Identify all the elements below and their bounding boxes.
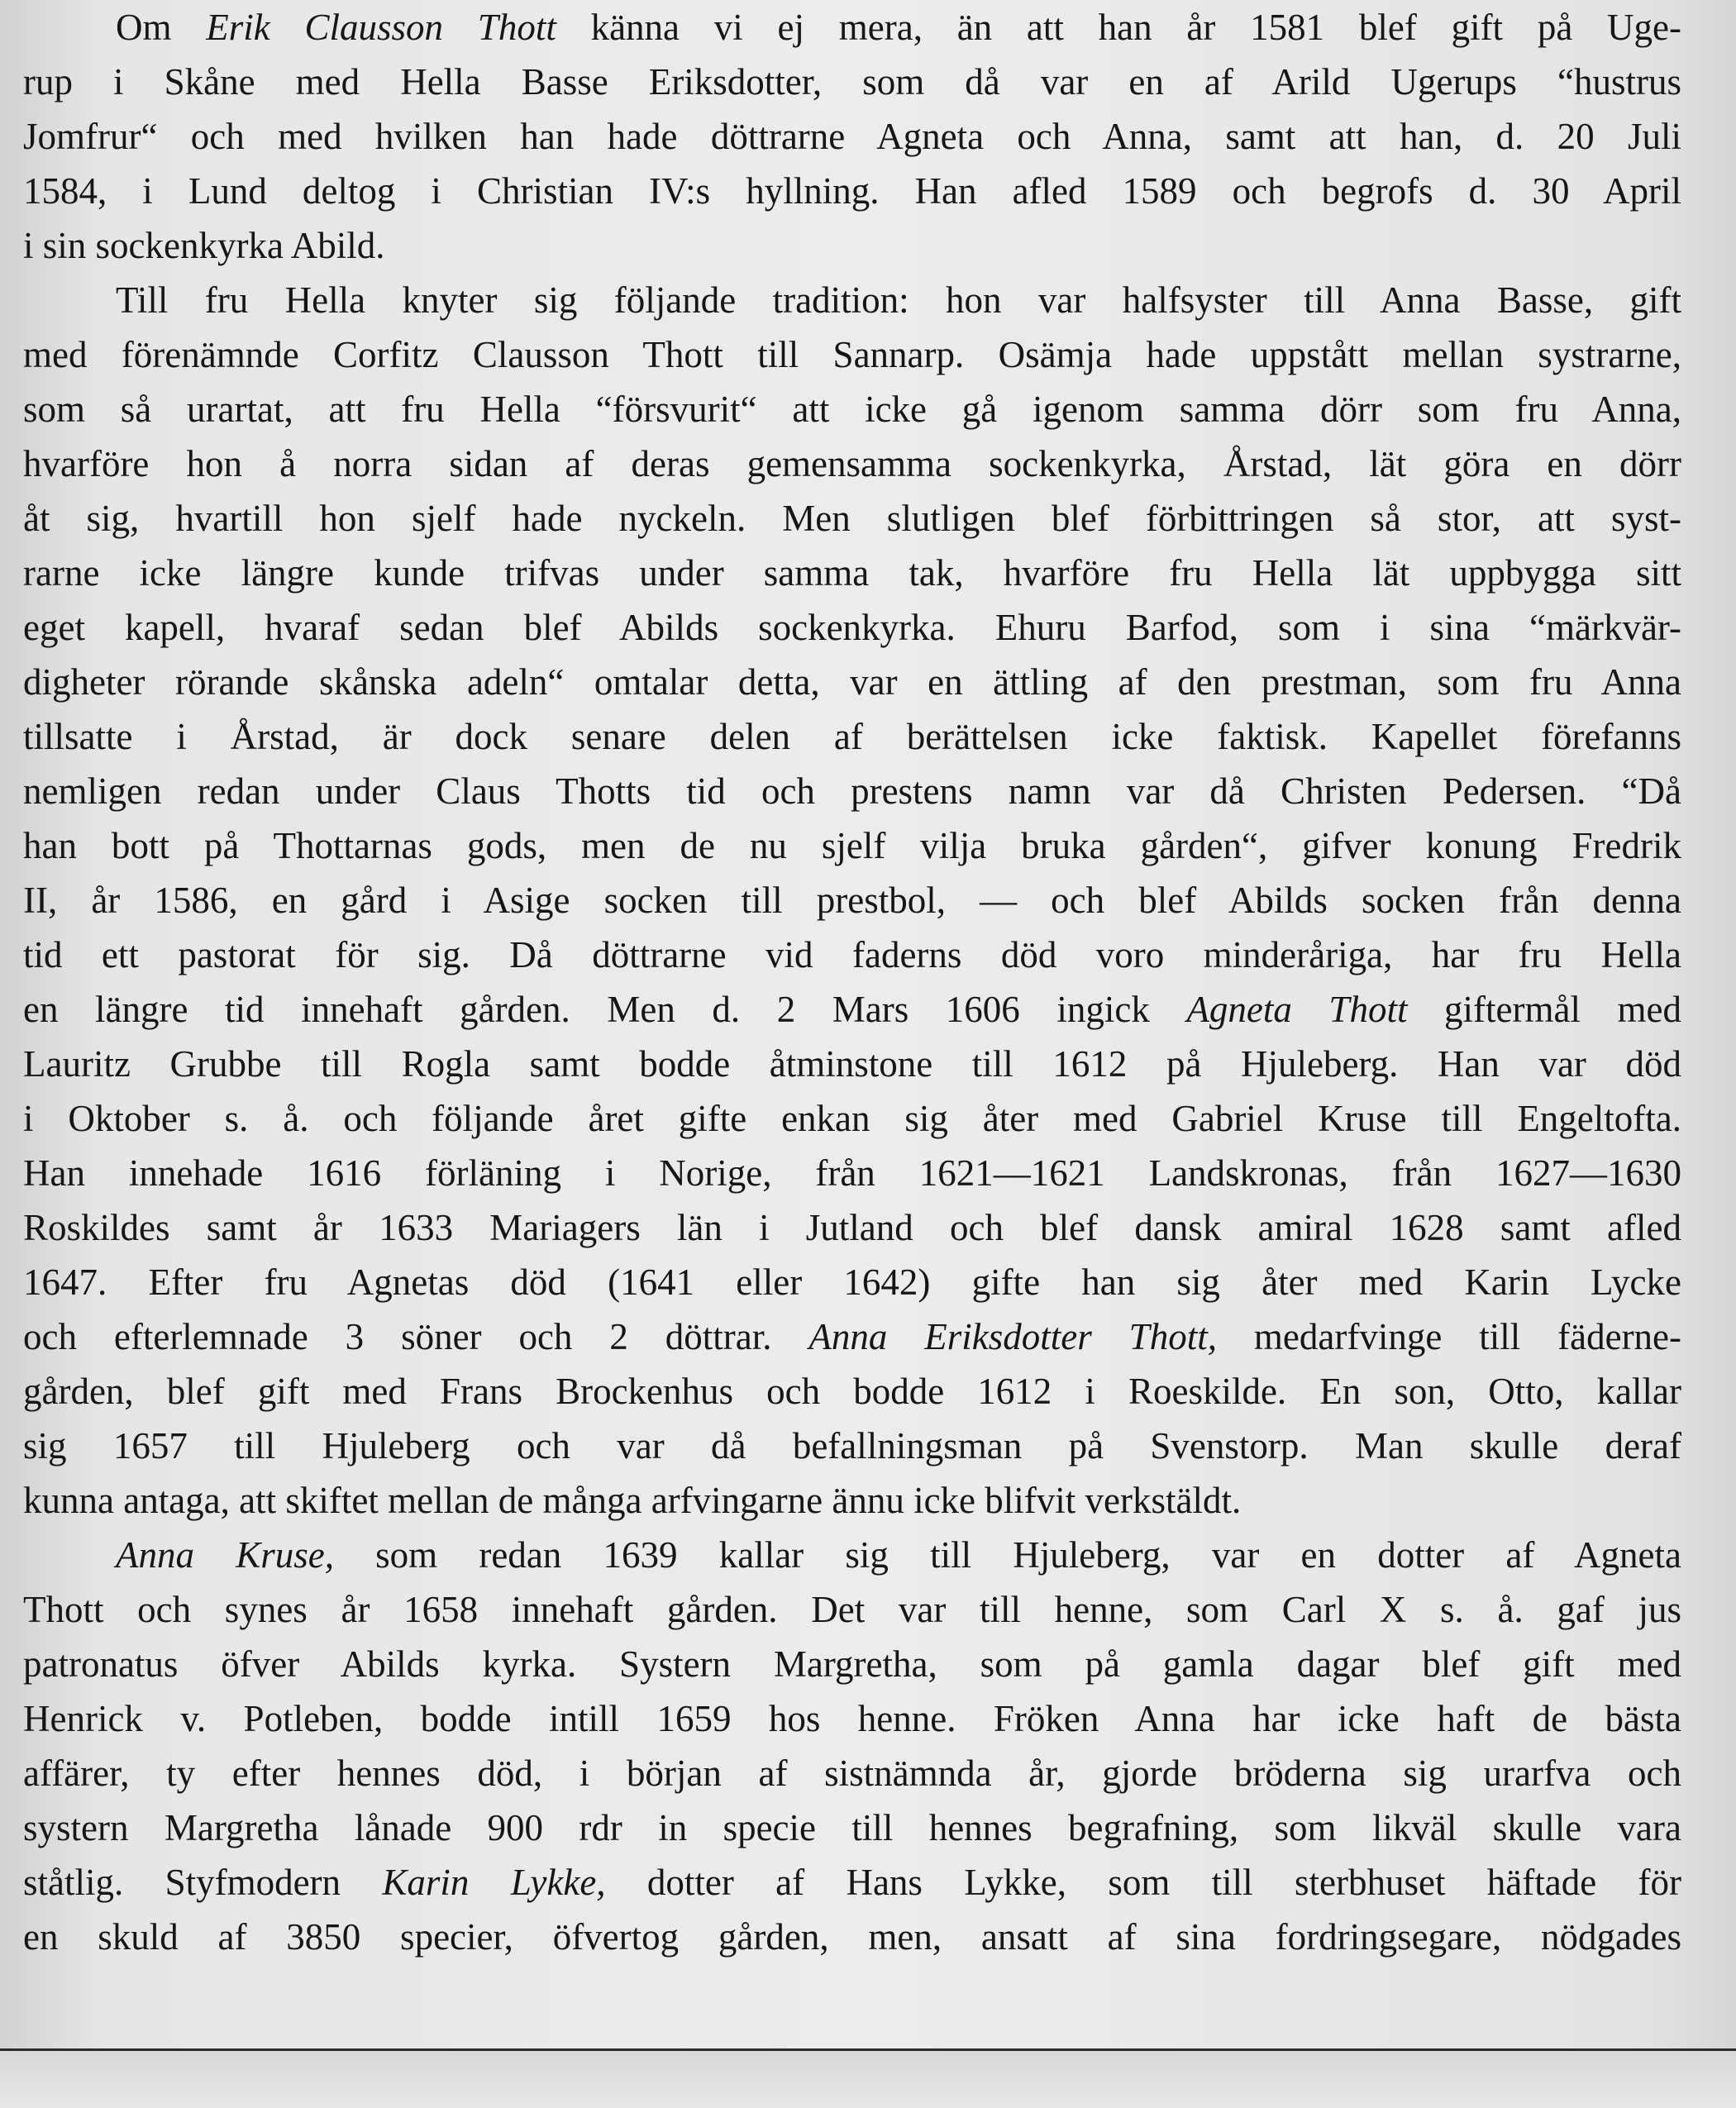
text-line: Om Erik Clausson Thott känna vi ej mera, än att han år 1581 blef gift på Uge- <box>116 7 1681 48</box>
text-line: tid ett pastorat för sig. Då döttrarne vid faderns död voro minderåriga, har fru Hella <box>23 934 1681 975</box>
text-line: Henrick v. Potleben, bodde intill 1659 hos henne. Fröken Anna har icke haft de bästa <box>23 1698 1681 1739</box>
text-line: med förenämnde Corfitz Clausson Thott till Sannarp. Osämja hade uppstått mellan systrarne, <box>23 334 1681 375</box>
text-line: digheter rörande skånska adeln“ omtalar detta, var en ättling af den prestman, som fru Anna <box>23 661 1681 703</box>
text-line: i sin sockenkyrka Abild. <box>23 225 385 266</box>
text-line: en skuld af 3850 specier, öfvertog gården, men, ansatt af sina fordringsegare, nödgades <box>23 1916 1681 1958</box>
text-line: Anna Kruse, som redan 1639 kallar sig till Hjuleberg, var en dotter af Agneta <box>116 1534 1681 1576</box>
text-line: 1584, i Lund deltog i Christian IV:s hyllning. Han afled 1589 och begrofs d. 30 April <box>23 170 1681 212</box>
text-line: Lauritz Grubbe till Rogla samt bodde åtminstone till 1612 på Hjuleberg. Han var död <box>23 1043 1681 1085</box>
text-line: kunna antaga, att skiftet mellan de många arfvingarne ännu icke blifvit verkstäldt. <box>23 1480 1242 1521</box>
italic-name: Karin Lykke, <box>382 1862 606 1903</box>
text-line: han bott på Thottarnas gods, men de nu sjelf vilja bruka gården“, gifver konung Fredrik <box>23 825 1681 866</box>
text-line: eget kapell, hvaraf sedan blef Abilds sockenkyrka. Ehuru Barfod, som i sina “märkvär- <box>23 607 1681 648</box>
text-line: i Oktober s. å. och följande året gifte enkan sig åter med Gabriel Kruse till Engeltofta. <box>23 1098 1681 1139</box>
text-line: rarne icke längre kunde trifvas under samma tak, hvarföre fru Hella lät uppbygga sitt <box>23 552 1681 594</box>
text-line: och efterlemnade 3 söner och 2 döttrar. Anna Eriksdotter Thott, medarfvinge till fäderne- <box>23 1316 1681 1357</box>
text-line: nemligen redan under Claus Thotts tid och prestens namn var då Christen Pedersen. “Då <box>23 770 1681 812</box>
text-line: en längre tid innehaft gården. Men d. 2 Mars 1606 ingick Agneta Thott giftermål med <box>23 989 1681 1030</box>
text-line: systern Margretha lånade 900 rdr in specie till hennes begrafning, som likväl skulle vara <box>23 1807 1681 1848</box>
text-line: Han innehade 1616 förläning i Norige, från 1621—1621 Landskronas, från 1627—1630 <box>23 1152 1681 1194</box>
italic-name: Erik Clausson Thott <box>206 7 556 48</box>
text-line: sig 1657 till Hjuleberg och var då befallningsman på Svenstorp. Man skulle deraf <box>23 1425 1681 1467</box>
text-line: Thott och synes år 1658 innehaft gården. Det var till henne, som Carl X s. å. gaf jus <box>23 1589 1681 1630</box>
text-body <box>23 0 1681 1964</box>
italic-name: Anna Kruse, <box>116 1534 334 1576</box>
text-line: Till fru Hella knyter sig följande tradition: hon var halfsyster till Anna Basse, gift <box>116 279 1681 321</box>
italic-name: Anna Eriksdotter Thott, <box>808 1316 1217 1357</box>
text-line: Jomfrur“ och med hvilken han hade döttrarne Agneta och Anna, samt att han, d. 20 Juli <box>23 116 1681 157</box>
text-line: II, år 1586, en gård i Asige socken till prestbol, — och blef Abilds socken från denna <box>23 880 1681 921</box>
text-line: ståtlig. Styfmodern Karin Lykke, dotter af Hans Lykke, som till sterbhuset häftade för <box>23 1862 1681 1903</box>
text-line: hvarföre hon å norra sidan af deras gemensamma sockenkyrka, Årstad, lät göra en dörr <box>23 443 1681 484</box>
text-line: rup i Skåne med Hella Basse Eriksdotter, som då var en af Arild Ugerups “hustrus <box>23 61 1681 103</box>
text-line: patronatus öfver Abilds kyrka. Systern Margretha, som på gamla dagar blef gift med <box>23 1643 1681 1685</box>
italic-name: Agneta Thott <box>1186 989 1408 1030</box>
text-line: som så urartat, att fru Hella “försvurit“ att icke gå igenom samma dörr som fru Anna, <box>23 389 1681 430</box>
text-line: affärer, ty efter hennes död, i början af sistnämnda år, gjorde bröderna sig urarfva och <box>23 1753 1681 1794</box>
text-line: åt sig, hvartill hon sjelf hade nyckeln. Men slutligen blef förbittringen så stor, att syst- <box>23 498 1681 539</box>
text-line: 1647. Efter fru Agnetas död (1641 eller 1642) gifte han sig åter med Karin Lycke <box>23 1261 1681 1303</box>
text-line: tillsatte i Årstad, är dock senare delen af berättelsen icke faktisk. Kapellet förefanns <box>23 716 1681 757</box>
page-bottom-margin <box>0 2051 1736 2108</box>
text-line: gården, blef gift med Frans Brockenhus och bodde 1612 i Roeskilde. En son, Otto, kallar <box>23 1371 1681 1412</box>
text-line: Roskildes samt år 1633 Mariagers län i Jutland och blef dansk amiral 1628 samt afled <box>23 1207 1681 1248</box>
